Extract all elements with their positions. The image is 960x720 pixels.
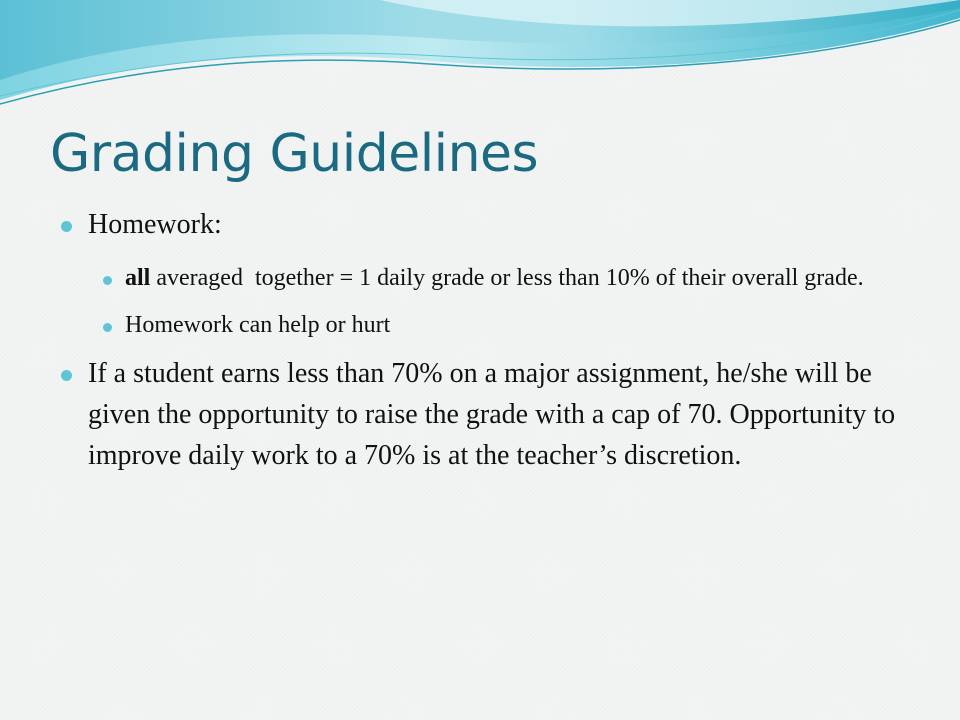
sub-bullet-help-hurt-text: Homework can help or hurt: [125, 312, 391, 338]
bullet-homework: [60, 204, 910, 245]
bullet-homework-text: Homework:: [88, 209, 222, 240]
bold-word-all: all: [125, 265, 151, 291]
bullet-student-policy-text: If a student earns less than 70% on a major assignment, he/she will be given the opportunity to raise the grade with a cap of 70. Opportunity to improve daily work to a 70% is at the teacher’s discretion.: [88, 358, 896, 471]
bullet-dot-icon: [103, 323, 112, 332]
sub-bullet-all-averaged-text: averaged together = 1 daily grade or less than 10% of their overall grade.: [150, 265, 864, 291]
slide-title: Grading Guidelines: [50, 124, 539, 184]
bullet-list: [60, 204, 910, 476]
bullet-dot-icon: [61, 221, 72, 232]
sub-bullet-help-hurt: [60, 308, 910, 343]
bullet-dot-icon: [61, 370, 72, 381]
bullet-dot-icon: [103, 276, 112, 285]
decorative-wave-header: [0, 0, 960, 120]
sub-bullet-all-averaged: [60, 261, 910, 296]
bullet-student-policy: [60, 353, 910, 476]
